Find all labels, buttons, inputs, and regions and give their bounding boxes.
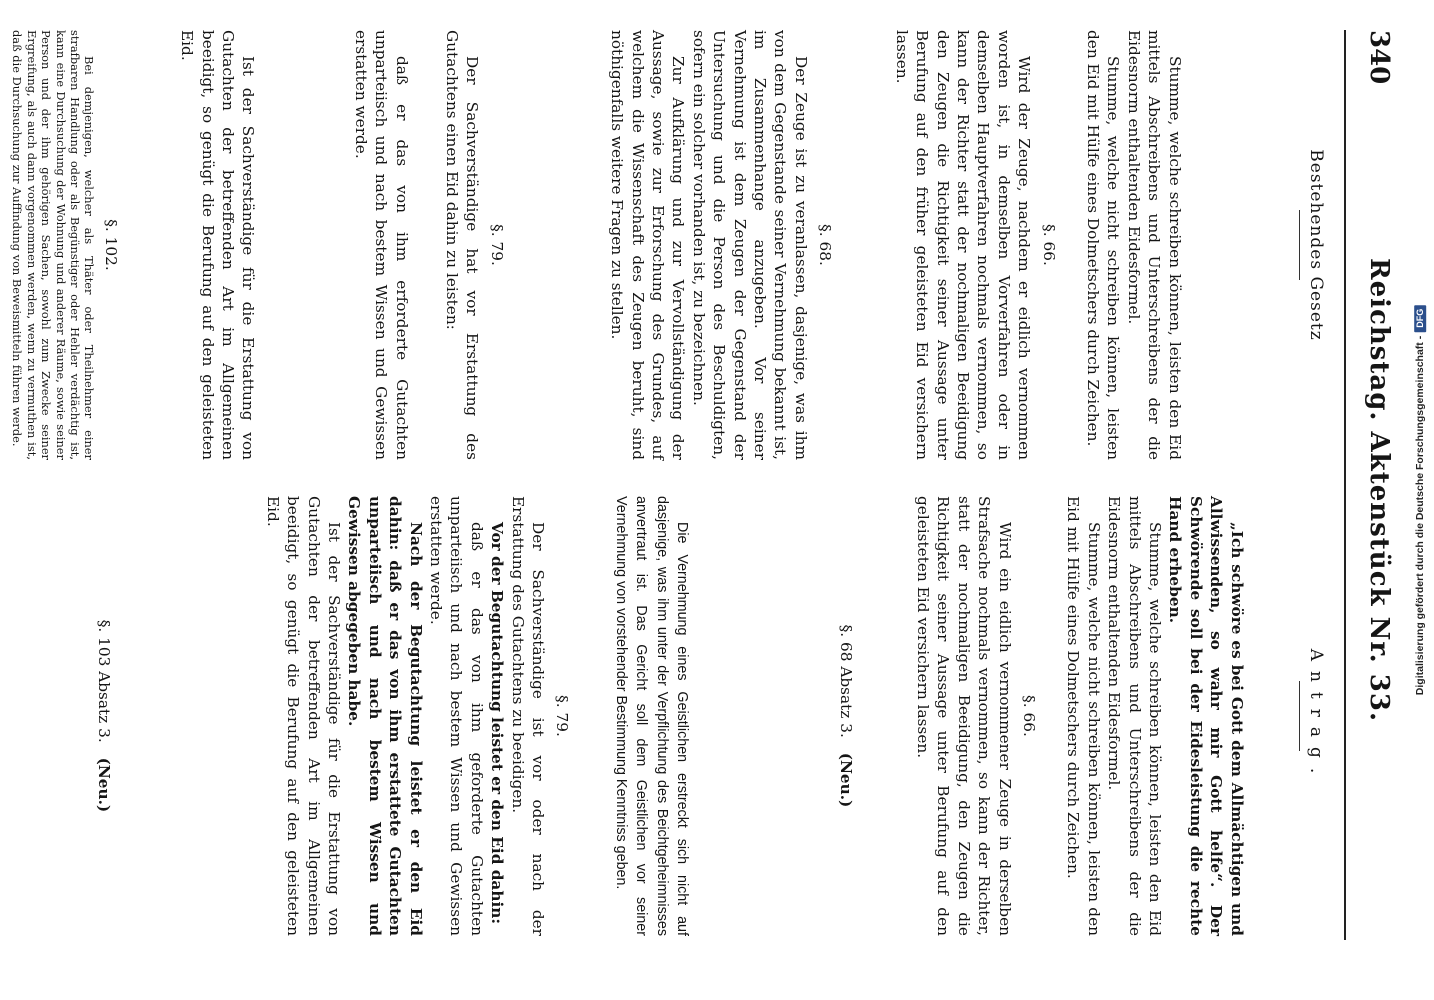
column-heading-rule	[1299, 681, 1300, 751]
header-rule	[1344, 30, 1346, 940]
section-66-heading: §. 66.	[1019, 695, 1038, 737]
section-79-paragraph-2: daß er das von ihm erforderte Gutachten unparteiisch und nach bestem Wissen und Gewissen erstatten werde.	[351, 30, 411, 460]
new-marker: (Neu.)	[95, 757, 114, 813]
section-102-text: Bei demjenigen, welcher als Thäter oder Theilnehmer einer strafbaren Handlung oder als Begünstiger oder Hehler verdächtig ist, kann eine Durchsuchung der Wohnung und anderer Räume, sowie seiner Person und der ihm gehörigen Sachen, sowohl zum Zwecke seiner Ergreifung, als auch dann vorgenommen werden, wenn zu vermuthen ist, daß die Durchsuchung zur Auffindung von Beweismitteln führen werde.	[10, 30, 97, 460]
section-79-paragraph-5: Ist der Sachverständige für die Erstattung von Gutachten der betreffenden Art im Allgemeinen beeidigt, so genügt die Berufung auf den geleisteten Eid.	[263, 496, 343, 936]
column-heading-left: Bestehendes Gesetz	[1306, 149, 1326, 341]
credit-text: Digitalisierung gefördert durch die Deutsche Forschungsgemeinschaft -	[1414, 335, 1427, 696]
paragraph-mute-writing: Stumme, welche schreiben können, leisten den Eid mittels Abschreibens und Unterschreibens der die Eidesnorm enthaltenden Eidesformel.	[1124, 30, 1184, 460]
digitization-credit	[1410, 18, 1430, 982]
section-79-paragraph-3: Ist der Sachverständige für die Erstattung von Gutachten der betreffenden Art im Allgemeinen beeidigt, so genügt die Berufung auf den geleisteten Eid.	[178, 30, 258, 460]
section-68-text: Die Vernehmung eines Geistlichen erstreckt sich nicht auf dasjenige, was ihm unter der Verpflichtung des Beichtgeheimnisses anvertraut ist. Das Gericht soll dem Geistlichen vor seiner Vernehmung von vorstehender Bestimmung Kenntniss geben.	[612, 496, 691, 936]
section-66-text: Wird ein eidlich vernommener Zeuge in derselben Strafsache nochmals vernommen, so kann der Richter, statt der nochmaligen Beeidigung, den Zeugen die Richtigkeit seiner Aussage unter Berufung auf den geleisteten Eid versichern lassen.	[913, 496, 1014, 936]
section-79-paragraph-3: daß er das von ihm geforderte Gutachten unparteiisch und nach bestem Wissen und Gewissen erstatten werde.	[427, 496, 486, 936]
section-68-heading: §. 68.	[816, 224, 835, 266]
section-68-paragraph-1: Der Zeuge ist zu veranlassen, dasjenige, was ihm von dem Gegenstande seiner Vernehmung bekannt ist, im Zusammenhange anzugeben. Vor seiner Vernehmung ist dem Zeugen der Gegenstand der Untersuchung und die Person des Beschuldigten, sofern ein solcher vorhanden ist, zu bezeichnen.	[689, 30, 810, 460]
oath-formula: „Ich schwöre es bei Gott dem Allmächtigen und Allwissenden, so wahr mir Gott helfe“. Der Schwörende soll bei der Eidesleistung die rechte Hand erheben.	[1166, 496, 1246, 936]
section-79-heading: §. 79.	[553, 695, 572, 737]
section-79-paragraph-1: Der Sachverständige ist vor oder nach der Erstattung des Gutachtens zu beeidigen.	[508, 496, 548, 936]
section-79-paragraph-2: Vor der Begutachtung leistet er den Eid dahin:	[488, 522, 507, 925]
paragraph-mute-writing: Stumme, welche schreiben können, leisten den Eid mittels Abschreibens und Unterschreibens der die Eidesnorm enthaltenden Eidesformel.	[1105, 496, 1164, 936]
paragraph-mute-signs: Stumme, welche nicht schreiben können, leisten den Eid mit Hülfe eines Dolmetschers durch Zeichen.	[1064, 496, 1103, 936]
section-103-label: §. 103 Absatz 3.	[95, 619, 114, 743]
section-66-heading: §. 66.	[1039, 224, 1058, 266]
column-existing-law	[10, 30, 1336, 460]
section-68-paragraph-2: Zur Aufklärung und zur Vervollständigung der Aussage, sowie zur Erforschung des Grundes, auf welchem die Wissenschaft des Zeugen beruht, sind nöthigenfalls weitere Fragen zu stellen.	[608, 30, 688, 460]
section-68-heading	[836, 496, 856, 936]
paragraph-mute-signs: Stumme, welche nicht schreiben können, leisten den Eid mit Hülfe eines Dolmetschers durch Zeichen.	[1083, 30, 1123, 460]
section-66-text: Wird der Zeuge, nachdem er eidlich vernommen worden ist, in demselben Vorverfahren oder in demselben Hauptverfahren nochmals vernommen, so kann der Richter statt der nochmaligen Beeidigung den Zeugen die Richtigkeit seiner Aussage unter Berufung auf den früher geleisteten Eid versichern lassen.	[892, 30, 1034, 460]
column-motion	[40, 496, 1336, 936]
section-79-paragraph-4: Nach der Begutachtung leistet er den Eid dahin: daß er das von ihm erstattete Gutachten unparteiisch und nach bestem Wissen und Gewissen abgegeben habe.	[345, 496, 425, 936]
section-79-paragraph-1: Der Sachverständige hat vor Erstattung des Gutachtens einen Eid dahin zu leisten:	[443, 30, 482, 460]
dfg-logo: DFG	[1414, 305, 1426, 332]
section-102-heading: §. 102.	[101, 219, 120, 271]
new-marker: (Neu.)	[837, 752, 856, 808]
page-number: 340	[1364, 30, 1394, 85]
section-68-label: §. 68 Absatz 3.	[837, 624, 856, 738]
page-title: Reichstag. Aktenstück Nr. 33.	[1364, 257, 1394, 723]
column-heading-rule	[1299, 210, 1300, 280]
section-79-heading: §. 79.	[487, 224, 506, 266]
section-103-heading	[94, 496, 114, 936]
column-heading-right: Antrag.	[1306, 648, 1326, 784]
scanned-page	[10, 10, 1414, 970]
